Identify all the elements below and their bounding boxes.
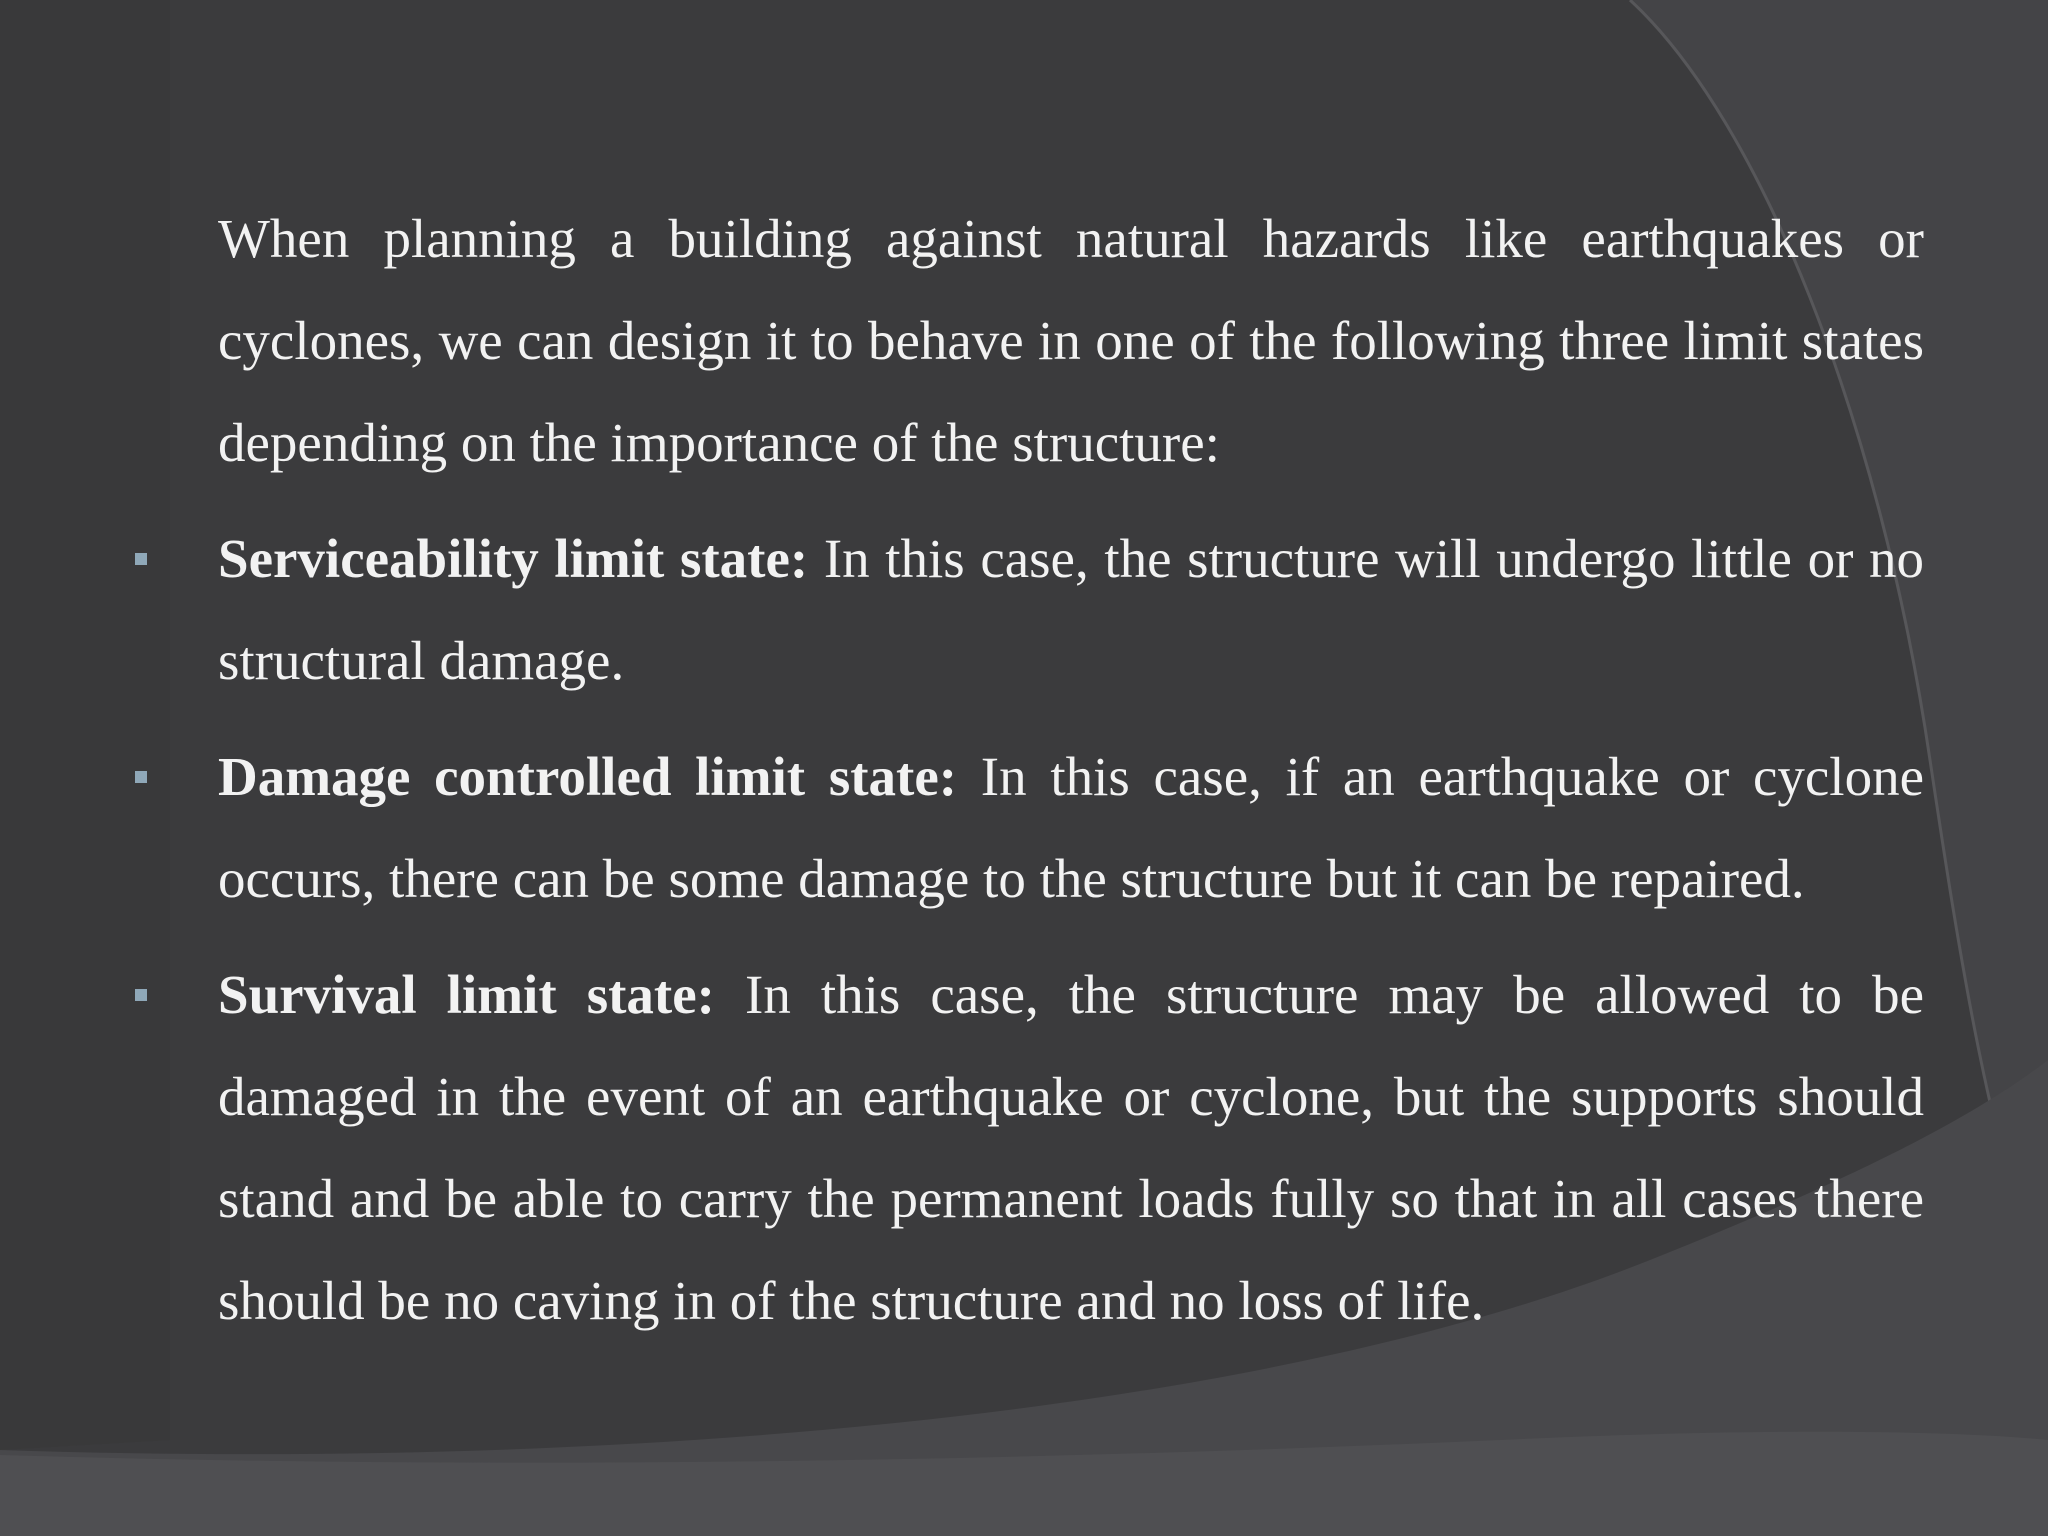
square-bullet-icon: [135, 771, 147, 783]
bullet-damage-controlled: [218, 726, 1924, 930]
bullet-term: Serviceability limit state:: [218, 528, 809, 589]
bullet-serviceability: [218, 508, 1924, 712]
bullet-text: In this case, the structure will undergo little or no structural damage.: [218, 528, 1924, 691]
bullet-term: Survival limit state:: [218, 964, 715, 1025]
square-bullet-icon: [135, 553, 147, 565]
left-shade: [0, 0, 170, 1450]
bullet-survival: [218, 944, 1924, 1352]
bullet-term: Damage controlled limit state:: [218, 746, 958, 807]
bullet-text: In this case, if an earthquake or cyclone occurs, there can be some damage to the structure but it can be repaired.: [218, 746, 1924, 909]
bullet-text: In this case, the structure may be allowed to be damaged in the event of an earthquake or cyclone, but the supports should stand and be able to carry the permanent loads fully so that in all cases there should be no caving in of the structure and no loss of life.: [218, 964, 1925, 1331]
intro-paragraph: When planning a building against natural hazards like earthquakes or cyclones, we can design it to behave in one of the following three limit states depending on the importance of the structure:: [218, 208, 1924, 473]
square-bullet-icon: [135, 989, 147, 1001]
slide-content: [218, 188, 1924, 1352]
